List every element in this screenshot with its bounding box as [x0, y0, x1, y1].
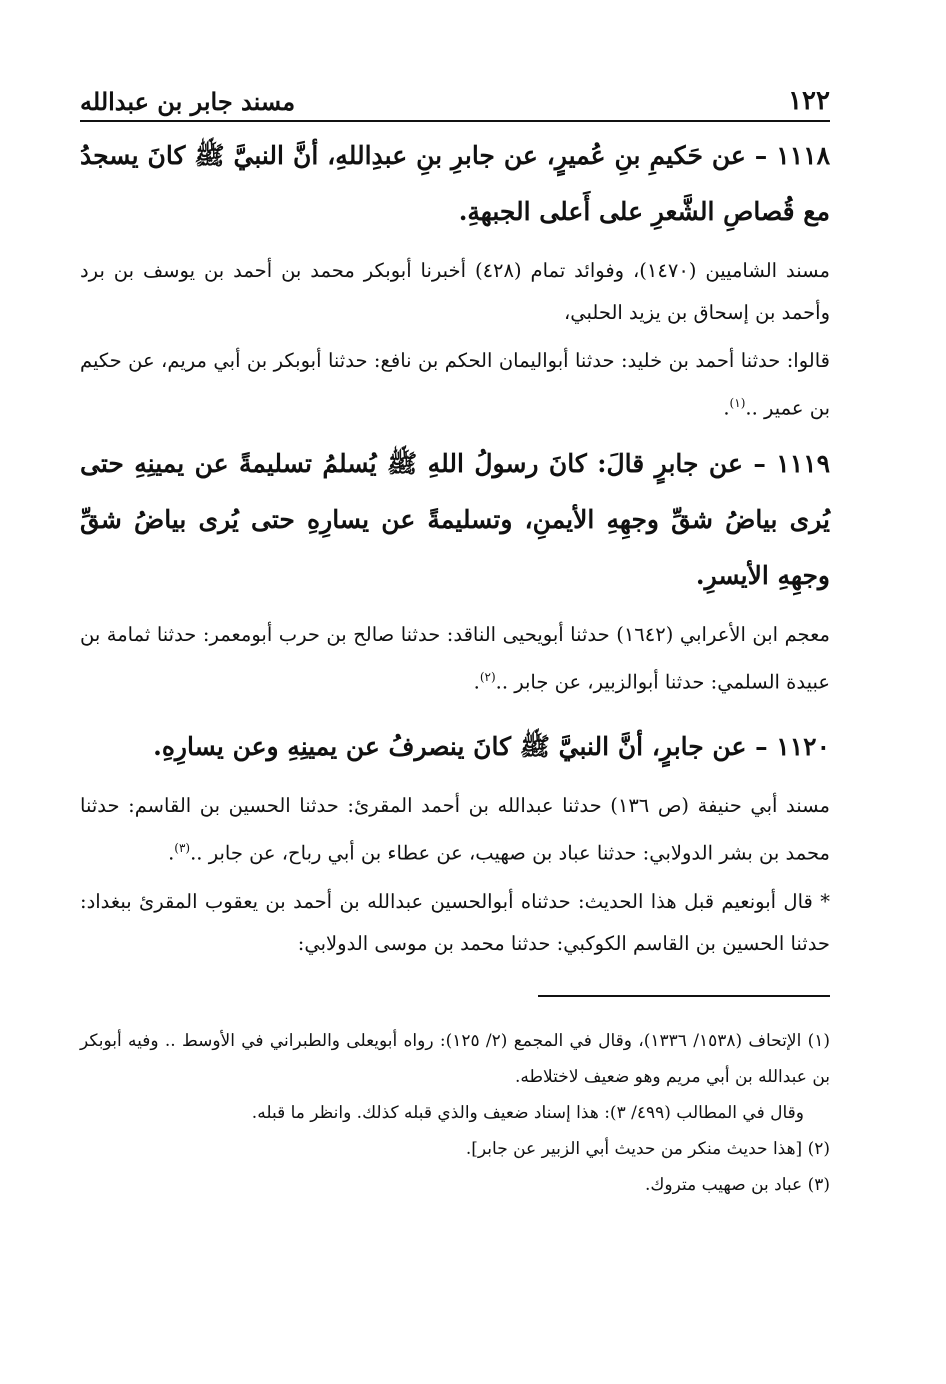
- footnote-3: (٣) عباد بن صهيب متروك.: [644, 1174, 830, 1195]
- footnote-ref[interactable]: (٢): [479, 669, 496, 684]
- footnote-ref[interactable]: (٣): [174, 841, 191, 855]
- running-title: مسند جابر بن عبدالله: [80, 87, 296, 116]
- source-1118-line1: [80, 250, 830, 334]
- source-1118-line2: قالوا: حدثنا أحمد بن خليد: حدثنا أبواليمان الحكم بن نافع: حدثنا أبوبكر بن أبي مريم، عن حكيم بن عمير ..$^{(١)}$.: [80, 349, 830, 420]
- hadith-1118: ١١١٨ – عن حَكيمِ بنِ عُميرٍ، عن جابرِ بنِ عبدِاللهِ، أنَّ النبيَّ ﷺ كانَ يسجدُ مع قُصاصِ الشَّعرِ على أَعلى الجبهةِ.: [80, 141, 830, 226]
- source-1120-note: * قال أبونعيم قبل هذا الحديث: حدثناه أبوالحسين عبدالله بن أحمد بن يعقوب المقرئ ببغداد: حدثنا الحسين بن القاسم الكوكبي: حدثنا محمد بن موسى الدولابي:: [80, 889, 830, 955]
- page-number: ١٢٢: [788, 86, 830, 116]
- header-rule: [80, 120, 830, 122]
- hadith-1119: ١١١٩ – عن جابرٍ قالَ: كانَ رسولُ اللهِ ﷺ يُسلمُ تسليمةً عن يمينِهِ حتى يُرى بياضُ شقِّ وجهِهِ الأيمنِ، وتسليمةً عن يسارِهِ حتى يُرى بياضُ شقِّ وجهِهِ الأيسرِ.: [80, 448, 830, 590]
- source-1120: مسند أبي حنيفة (ص ١٣٦) حدثنا عبدالله بن أحمد المقرئ: حدثنا الحسين بن القاسم: حدثنا محمد بن بشر الدولابي: حدثنا عباد بن صهيب، عن عطاء بن أبي رباح، عن جابر ..$^{(٣)}$.: [80, 794, 830, 865]
- source-text: قالوا: حدثنا أحمد بن خليد: حدثنا أبواليمان الحكم بن نافع: حدثنا أبوبكر بن أبي مريم، عن حكيم بن عمير ..: [80, 349, 830, 420]
- page-header: [80, 78, 830, 116]
- book-page: [80, 78, 830, 1203]
- hadith-1120: ١١٢٠ – عن جابرٍ، أنَّ النبيَّ ﷺ كانَ ينصرفُ عن يمينِهِ وعن يسارِهِ.: [153, 732, 830, 761]
- source-text: مسند أبي حنيفة (ص ١٣٦) حدثنا عبدالله بن أحمد المقرئ: حدثنا الحسين بن القاسم: حدثنا محمد بن بشر الدولابي: حدثنا عباد بن صهيب، عن عطاء بن أبي رباح، عن جابر ..: [80, 794, 830, 865]
- footnote-1: (١) الإتحاف (١٥٣٨/ ١٣٣٦)، وقال في المجمع (٢/ ١٢٥): رواه أبويعلى والطبراني في الأوسط .. وفيه أبوبكر بن عبدالله بن أبي مريم وهو ضعيف لاختلاطه.: [80, 1030, 830, 1087]
- footnote-divider: [538, 995, 830, 997]
- source-text: مسند الشاميين (١٤٧٠)، وفوائد تمام (٤٢٨) أخبرنا أبوبكر محمد بن أحمد بن يوسف بن برد وأحمد بن إسحاق بن يزيد الحلبي،: [80, 259, 830, 324]
- source-1119: معجم ابن الأعرابي (١٦٤٢) حدثنا أبويحيى الناقد: حدثنا صالح بن حرب أبومعمر: حدثنا ثمامة بن عبيدة السلمي: حدثنا أبوالزبير، عن جابر ..$^{(٢)}$.: [80, 622, 830, 693]
- source-text: معجم ابن الأعرابي (١٦٤٢) حدثنا أبويحيى الناقد: حدثنا صالح بن حرب أبومعمر: حدثنا ثمامة بن عبيدة السلمي: حدثنا أبوالزبير، عن جابر ..: [80, 622, 830, 693]
- footnote-1-cont: وقال في المطالب (٤٩٩/ ٣): هذا إسناد ضعيف والذي قبله كذلك. وانظر ما قبله.: [251, 1102, 804, 1123]
- footnote-ref[interactable]: (١): [729, 396, 746, 410]
- footnote-2: (٢) [هذا حديث منكر من حديث أبي الزبير عن جابر].: [465, 1138, 830, 1159]
- footnotes: [80, 1023, 830, 1203]
